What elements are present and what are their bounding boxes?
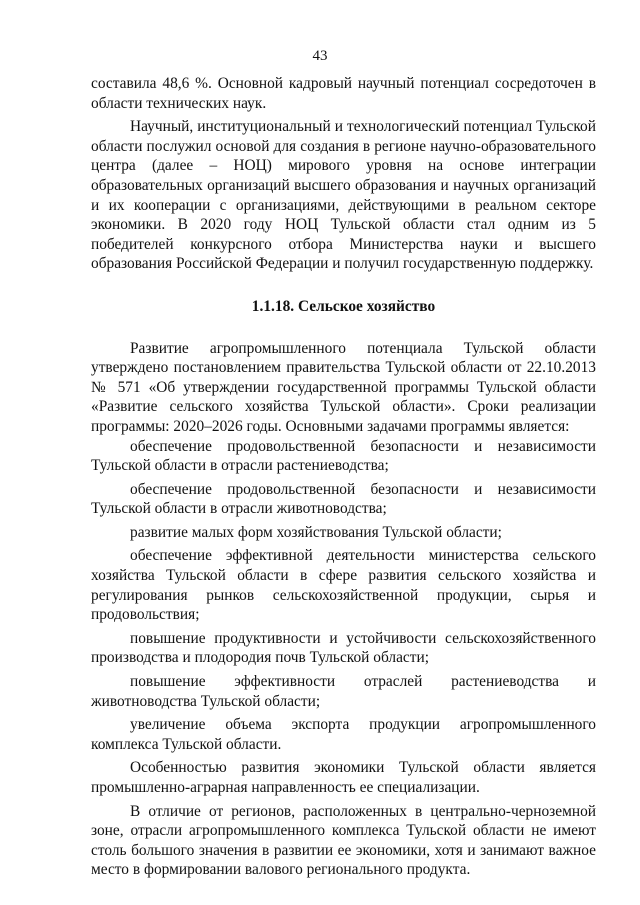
list-item-livestock-security: обеспечение продовольственной безопасности и независимости Тульской области в отрасли животноводства; [91, 480, 596, 518]
list-item-productivity: повышение продуктивности и устойчивости сельскохозяйственного производства и плодородия почв Тульской области; [91, 629, 596, 667]
paragraph-noc: Научный, институциональный и технологический потенциал Тульской области послужил основой для создания в регионе научно-образовательного центра (далее – НОЦ) мирового уровня на основе интеграции образовательных организаций высшего образования и научных организаций и их кооперации с организациями, действующими в реальном секторе экономики. В 2020 году НОЦ Тульской области стал одним из 5 победителей конкурсного отбора Министерства науки и высшего образования Российской Федерации и получил государственную поддержку. [91, 118, 596, 273]
body-text [91, 74, 596, 880]
list-item-crop-security: обеспечение продовольственной безопасности и независимости Тульской области в отрасли растениеводства; [91, 437, 596, 475]
section-heading: 1.1.18. Сельское хозяйство [251, 297, 436, 315]
paragraph-regions: В отличие от регионов, расположенных в центрально-черноземной зоне, отрасли агропромышленного комплекса Тульской области не имеют столь большого значения в развитии ее экономики, хотя и занимают важное место в формировании валового регионального продукта. [91, 802, 596, 879]
paragraph-specialization: Особенностью развития экономики Тульской области является промышленно-аграрная направленность ее специализации. [91, 759, 596, 796]
paragraph-continuation: составила 48,6 %. Основной кадровый научный потенциал сосредоточен в области технических наук. [91, 75, 596, 112]
list-item-small-farms: развитие малых форм хозяйствования Тульской области; [130, 523, 502, 541]
page-number: 43 [312, 48, 328, 64]
paragraph-program: Развитие агропромышленного потенциала Тульской области утверждено постановлением правительства Тульской области от 22.10.2013 № 571 «Об утверждении государственной программы Тульской области «Развитие сельского хозяйства Тульской области». Сроки реализации программы: 2020–2026 годы. Основными задачами программы является: [91, 339, 596, 435]
list-item-efficiency: повышение эффективности отраслей растениеводства и животноводства Тульской области; [91, 673, 596, 710]
list-item-export: увеличение объема экспорта продукции агропромышленного комплекса Тульской области. [91, 716, 596, 753]
list-item-ministry: обеспечение эффективной деятельности министерства сельского хозяйства Тульской области в сфере развития сельского хозяйства и регулирования рынков сельскохозяйственной продукции, сырья и продовольствия; [91, 547, 596, 624]
